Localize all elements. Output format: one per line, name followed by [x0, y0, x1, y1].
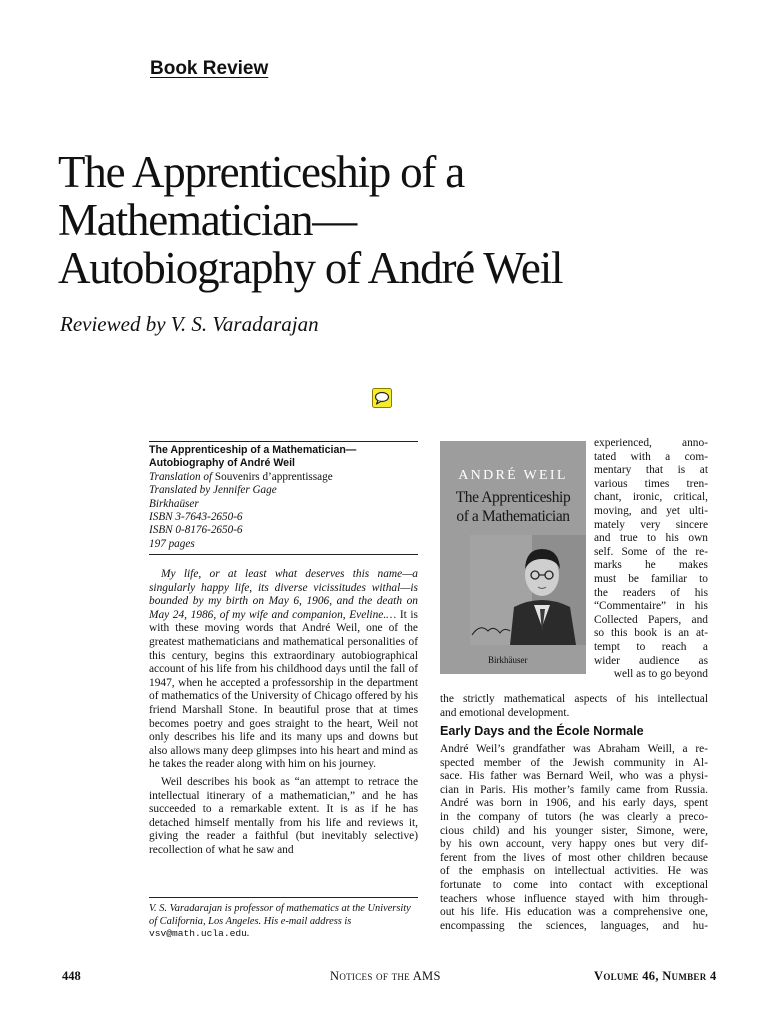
text-line: marks he makes: [594, 559, 708, 572]
review-column-2-narrow: [594, 437, 708, 682]
text-line: wider audience as: [594, 654, 708, 667]
text-line: cian in Paris. His mother’s family came from Russia.: [440, 783, 708, 796]
text-line: Collected Papers, and: [594, 613, 708, 626]
section-subheading: Early Days and the École Normale: [440, 724, 644, 738]
text-line: and true to his own: [594, 532, 708, 545]
text-line: must be familiar to: [594, 572, 708, 585]
title-line: The Apprenticeship of a: [58, 147, 465, 197]
paragraph-text: It is with these moving words that André Weil, one of the greatest mathematicians and mathematical personalities of this century, begins this extraordinary autobiographical account of his life from his childhood days until the fall of 1947, when he accepted a professorship in the department of mathematics of the University of Chicago offered by his friend Marshall Stone. In beautiful prose that at times becomes poetry and goes straight to the heart, Weil not only describes his life and its many ups and downs but also allows many deep glimpses into his heart and mind as he takes the reader along with him on his journey.: [149, 608, 418, 771]
text-line: in the company of tutors (he was clearly a preco-: [440, 810, 708, 823]
journal-name: Notices of the AMS: [330, 969, 441, 983]
title-line: Mathematician—: [58, 195, 357, 245]
cover-title-line: The Apprenticeship: [455, 489, 571, 506]
cover-title: [440, 488, 586, 526]
text-line: ferent from the lives of most other children because: [440, 851, 708, 864]
page-number: 448: [62, 969, 81, 983]
book-cover-image: [440, 441, 586, 674]
text-line: self. Some of the re-: [594, 545, 708, 558]
review-column-2-continuation: [440, 693, 708, 720]
text-line: fortunate to come into contact with exceptional: [440, 878, 708, 891]
text-line: teachers whose influence stayed with him through-: [440, 892, 708, 905]
text-line: and emotional development.: [440, 706, 570, 719]
volume-number: Volume 46, Number 4: [594, 969, 717, 983]
text-line: cious child) and his younger sister, Simone, were,: [440, 824, 708, 837]
page-count: 197 pages: [149, 537, 195, 550]
text-line: so this book is an at-: [594, 627, 708, 640]
text-line: of the emphasis on intellectual activities. He was: [440, 865, 708, 878]
translation-title: Souvenirs d’apprentissage: [212, 470, 333, 483]
review-column-2-body: [440, 743, 708, 933]
text-line: well as to go beyond: [613, 668, 708, 681]
footnote-text: V. S. Varadarajan is professor of mathematics at the University of California, Los Angeles. His e-mail address is: [149, 903, 411, 927]
translator: Translated by Jennifer Gage: [149, 484, 277, 497]
article-title: [58, 148, 698, 292]
text-line: mately very sincere: [594, 518, 708, 531]
text-line: André was born in 1906, and his early days, spent: [440, 797, 708, 810]
book-title: Autobiography of André Weil: [149, 457, 295, 470]
comment-annotation-icon[interactable]: [372, 388, 392, 408]
cover-author: ANDRÉ WEIL: [458, 468, 568, 483]
text-line: spected member of the Jewish community in Al-: [440, 756, 708, 769]
title-line: Autobiography of André Weil: [58, 243, 563, 293]
opening-quote: My life, or at least what deserves this name—a singularly happy life, its diverse vicissitudes withal—is bounded by my birth on May 6, 1906, and the death on May 24, 1986, of my wife and companion, Eveline.…: [149, 568, 418, 621]
text-line: the strictly mathematical aspects of his intellectual: [440, 693, 708, 705]
text-line: “Commentaire” in his: [594, 600, 708, 613]
text-line: encompassing the sciences, languages, and hu-: [440, 919, 708, 932]
author-footnote: [149, 897, 418, 941]
book-info-box: [149, 441, 418, 555]
text-line: the readers of his: [594, 586, 708, 599]
byline: Reviewed by V. S. Varadarajan: [60, 312, 319, 336]
section-label: Book Review: [150, 58, 269, 79]
translation-prefix: Translation of: [149, 470, 213, 483]
text-line: experienced, anno-: [594, 437, 708, 449]
author-portrait-photo: [470, 535, 586, 645]
author-email-link[interactable]: vsv@math.ucla.edu: [149, 928, 247, 940]
paragraph: Weil describes his book as “an attempt to retrace the intellectual itinerary of a mathematician,” and he has succeeded to a remarkable extent. It is as if he has detached himself mentally from his life and reviews it, giving the reader a faithful (but inevitably selective) recollection of what he saw and: [149, 775, 418, 856]
isbn: ISBN 3-7643-2650-6: [149, 511, 243, 524]
text-line: by his own account, very happy ones but very dif-: [440, 838, 708, 851]
text-line: sace. His father was Bernard Weil, who was a physi-: [440, 770, 708, 783]
footnote-end: .: [246, 928, 250, 940]
text-line: out his life. His education was a comprehensive one,: [440, 906, 708, 919]
text-line: tated with a com-: [594, 450, 708, 463]
isbn: ISBN 0-8176-2650-6: [149, 524, 243, 537]
text-line: moving, and yet ulti-: [594, 504, 708, 517]
cover-title-line: of a Mathematician: [456, 508, 570, 525]
text-line: André Weil’s grandfather was Abraham Weill, a re-: [440, 743, 708, 755]
cover-publisher: Birkhäuser: [488, 655, 528, 665]
text-line: mentary that is at: [594, 464, 708, 477]
book-title: The Apprenticeship of a Mathematician—: [149, 444, 357, 456]
text-line: chant, ironic, critical,: [594, 491, 708, 504]
review-column-1: [149, 568, 418, 857]
publisher: Birkhaüser: [149, 497, 199, 510]
text-line: various times tren-: [594, 477, 708, 490]
translation-line: [149, 471, 418, 484]
paragraph: [149, 568, 418, 772]
text-line: tempt to reach a: [594, 640, 708, 653]
